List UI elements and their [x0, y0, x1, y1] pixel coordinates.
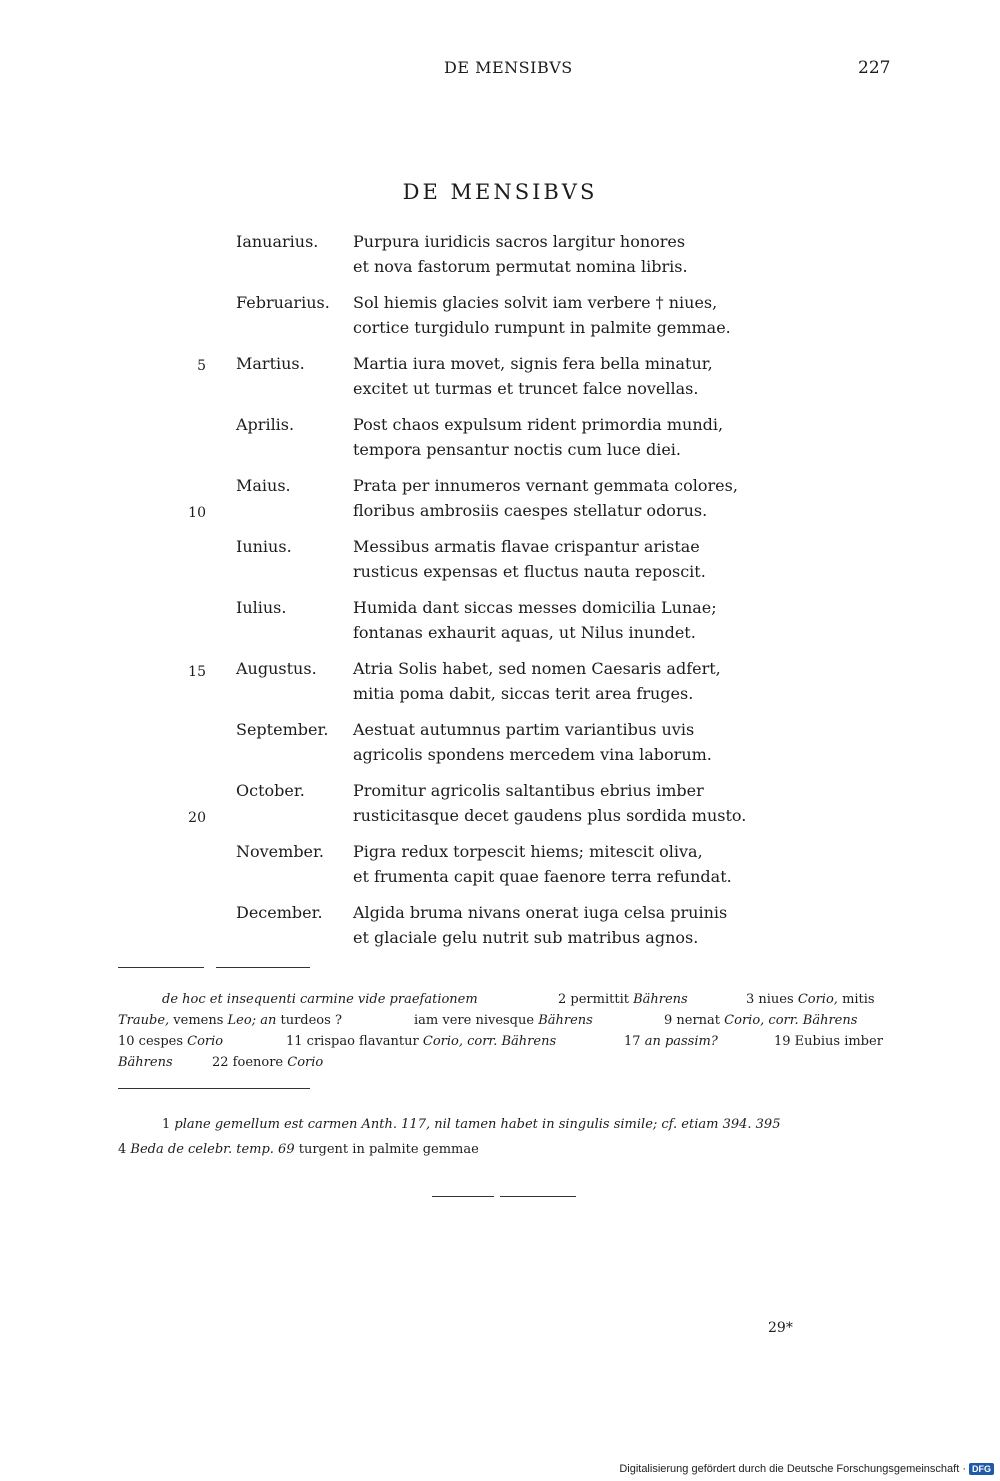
- signature-mark: 29*: [768, 1320, 793, 1336]
- poem-title: DE MENSIBVS: [402, 180, 598, 204]
- apparatus-text: mitis: [842, 992, 875, 1007]
- apparatus-text: 22 foenore: [212, 1055, 284, 1070]
- verse-line: Post chaos expulsum rident primordia mundi,: [353, 415, 724, 434]
- verse-line: cortice turgidulo rumpunt in palmite gemmae.: [353, 318, 731, 337]
- verse-line: Pigra redux torpescit hiems; mitescit oliva,: [353, 842, 703, 861]
- verse-line: Martia iura movet, signis fera bella minatur,: [353, 354, 713, 373]
- apparatus-text: turdeos ?: [280, 1013, 342, 1028]
- apparatus-text: Corio: [187, 1034, 224, 1049]
- apparatus-text: Bährens: [118, 1055, 173, 1070]
- verse-line: excitet ut turmas et truncet falce novellas.: [353, 379, 699, 398]
- sources-rule: [118, 1088, 310, 1089]
- month-label: Februarius.: [236, 293, 330, 312]
- apparatus-text: vemens: [173, 1013, 224, 1028]
- apparatus-text: Corio, corr. Bährens: [422, 1034, 557, 1049]
- apparatus-text: Corio, corr. Bährens: [724, 1013, 858, 1028]
- credit-text: Digitalisierung gefördert durch die Deutsche Forschungsgemeinschaft ·: [619, 1463, 966, 1475]
- verse-line: Purpura iuridicis sacros largitur honores: [353, 232, 686, 251]
- verse-line: Promitur agricolis saltantibus ebrius imber: [353, 781, 704, 800]
- source-text: 1: [162, 1117, 171, 1132]
- source-text: Beda de celebr. temp. 69: [130, 1142, 295, 1157]
- month-label: Aprilis.: [236, 415, 295, 434]
- running-title: DE MENSIBVS: [444, 58, 573, 77]
- apparatus-text: Traube,: [118, 1013, 170, 1028]
- apparatus-line: [664, 1013, 857, 1028]
- line-number: 5: [197, 358, 206, 374]
- line-number: 10: [188, 505, 206, 521]
- apparatus-text: de hoc et insequenti carmine vide praefationem: [162, 992, 478, 1007]
- month-label: Augustus.: [236, 659, 317, 678]
- apparatus-line: [118, 1013, 342, 1028]
- month-label: Martius.: [236, 354, 305, 373]
- apparatus-text: Corio,: [797, 992, 838, 1007]
- source-text: turgent in palmite gemmae: [298, 1142, 479, 1157]
- verse-line: rusticitasque decet gaudens plus sordida musto.: [353, 806, 747, 825]
- verse-line: rusticus expensas et fluctus nauta reposcit.: [353, 562, 706, 581]
- verse-line: et glaciale gelu nutrit sub matribus agnos.: [353, 928, 699, 947]
- apparatus-line: [414, 1013, 593, 1028]
- source-line: [118, 1142, 479, 1157]
- month-label: Ianuarius.: [236, 232, 319, 251]
- verse-line: Prata per innumeros vernant gemmata colores,: [353, 476, 738, 495]
- verse-line: Algida bruma nivans onerat iuga celsa pruinis: [353, 903, 728, 922]
- apparatus-text: 17: [624, 1034, 641, 1049]
- verse-line: agricolis spondens mercedem vina laborum.: [353, 745, 712, 764]
- apparatus-line: [118, 1055, 173, 1070]
- verse-line: Messibus armatis flavae crispantur aristae: [353, 537, 700, 556]
- end-rule: [500, 1196, 576, 1197]
- end-rule: [432, 1196, 494, 1197]
- line-number: 20: [188, 810, 206, 826]
- verse-line: tempora pensantur noctis cum luce diei.: [353, 440, 681, 459]
- verse-line: mitia poma dabit, siccas terit area fruges.: [353, 684, 694, 703]
- month-label: Iulius.: [236, 598, 287, 617]
- apparatus-line: [774, 1034, 883, 1049]
- apparatus-line: [286, 1034, 556, 1049]
- apparatus-text: Bährens: [538, 1013, 593, 1028]
- digitization-credit: [619, 1463, 994, 1475]
- verse-line: Aestuat autumnus partim variantibus uvis: [353, 720, 695, 739]
- apparatus-text: Corio: [287, 1055, 324, 1070]
- month-label: September.: [236, 720, 329, 739]
- footnote-rule: [216, 967, 310, 968]
- line-number: 15: [188, 664, 206, 680]
- apparatus-text: 3 niues: [746, 992, 794, 1007]
- source-line: [162, 1117, 780, 1132]
- month-label: Iunius.: [236, 537, 292, 556]
- verse-line: et nova fastorum permutat nomina libris.: [353, 257, 688, 276]
- verse-line: floribus ambrosiis caespes stellatur odorus.: [353, 501, 708, 520]
- apparatus-text: an passim?: [644, 1034, 718, 1049]
- verse-line: et frumenta capit quae faenore terra refundat.: [353, 867, 732, 886]
- apparatus-text: 9 nernat: [664, 1013, 721, 1028]
- apparatus-line: [118, 1034, 223, 1049]
- month-label: Maius.: [236, 476, 291, 495]
- apparatus-text: Leo; an: [227, 1013, 277, 1028]
- apparatus-text: 19 Eubius imber: [774, 1034, 883, 1049]
- source-text: 4: [118, 1142, 127, 1157]
- apparatus-line: [162, 992, 478, 1007]
- source-text: plane gemellum est carmen Anth. 117, nil tamen habet in singulis simile; cf. etiam 394. 395: [174, 1117, 781, 1132]
- page-number: 227: [858, 58, 891, 78]
- apparatus-line: [624, 1034, 718, 1049]
- verse-line: fontanas exhaurit aquas, ut Nilus inundet.: [353, 623, 696, 642]
- verse-line: Humida dant siccas messes domicilia Lunae;: [353, 598, 717, 617]
- footnote-rule: [118, 967, 204, 968]
- dfg-logo: DFG: [969, 1463, 994, 1475]
- verse-line: Sol hiemis glacies solvit iam verbere † niues,: [353, 293, 718, 312]
- apparatus-text: 11 crispao flavantur: [286, 1034, 419, 1049]
- apparatus-line: [558, 992, 688, 1007]
- month-label: November.: [236, 842, 324, 861]
- verse-line: Atria Solis habet, sed nomen Caesaris adfert,: [353, 659, 721, 678]
- apparatus-text: iam vere nivesque: [414, 1013, 535, 1028]
- month-label: December.: [236, 903, 323, 922]
- apparatus-text: 10 cespes: [118, 1034, 184, 1049]
- month-label: October.: [236, 781, 305, 800]
- apparatus-line: [746, 992, 875, 1007]
- apparatus-text: Bährens: [633, 992, 688, 1007]
- apparatus-line: [212, 1055, 323, 1070]
- apparatus-text: 2 permittit: [558, 992, 629, 1007]
